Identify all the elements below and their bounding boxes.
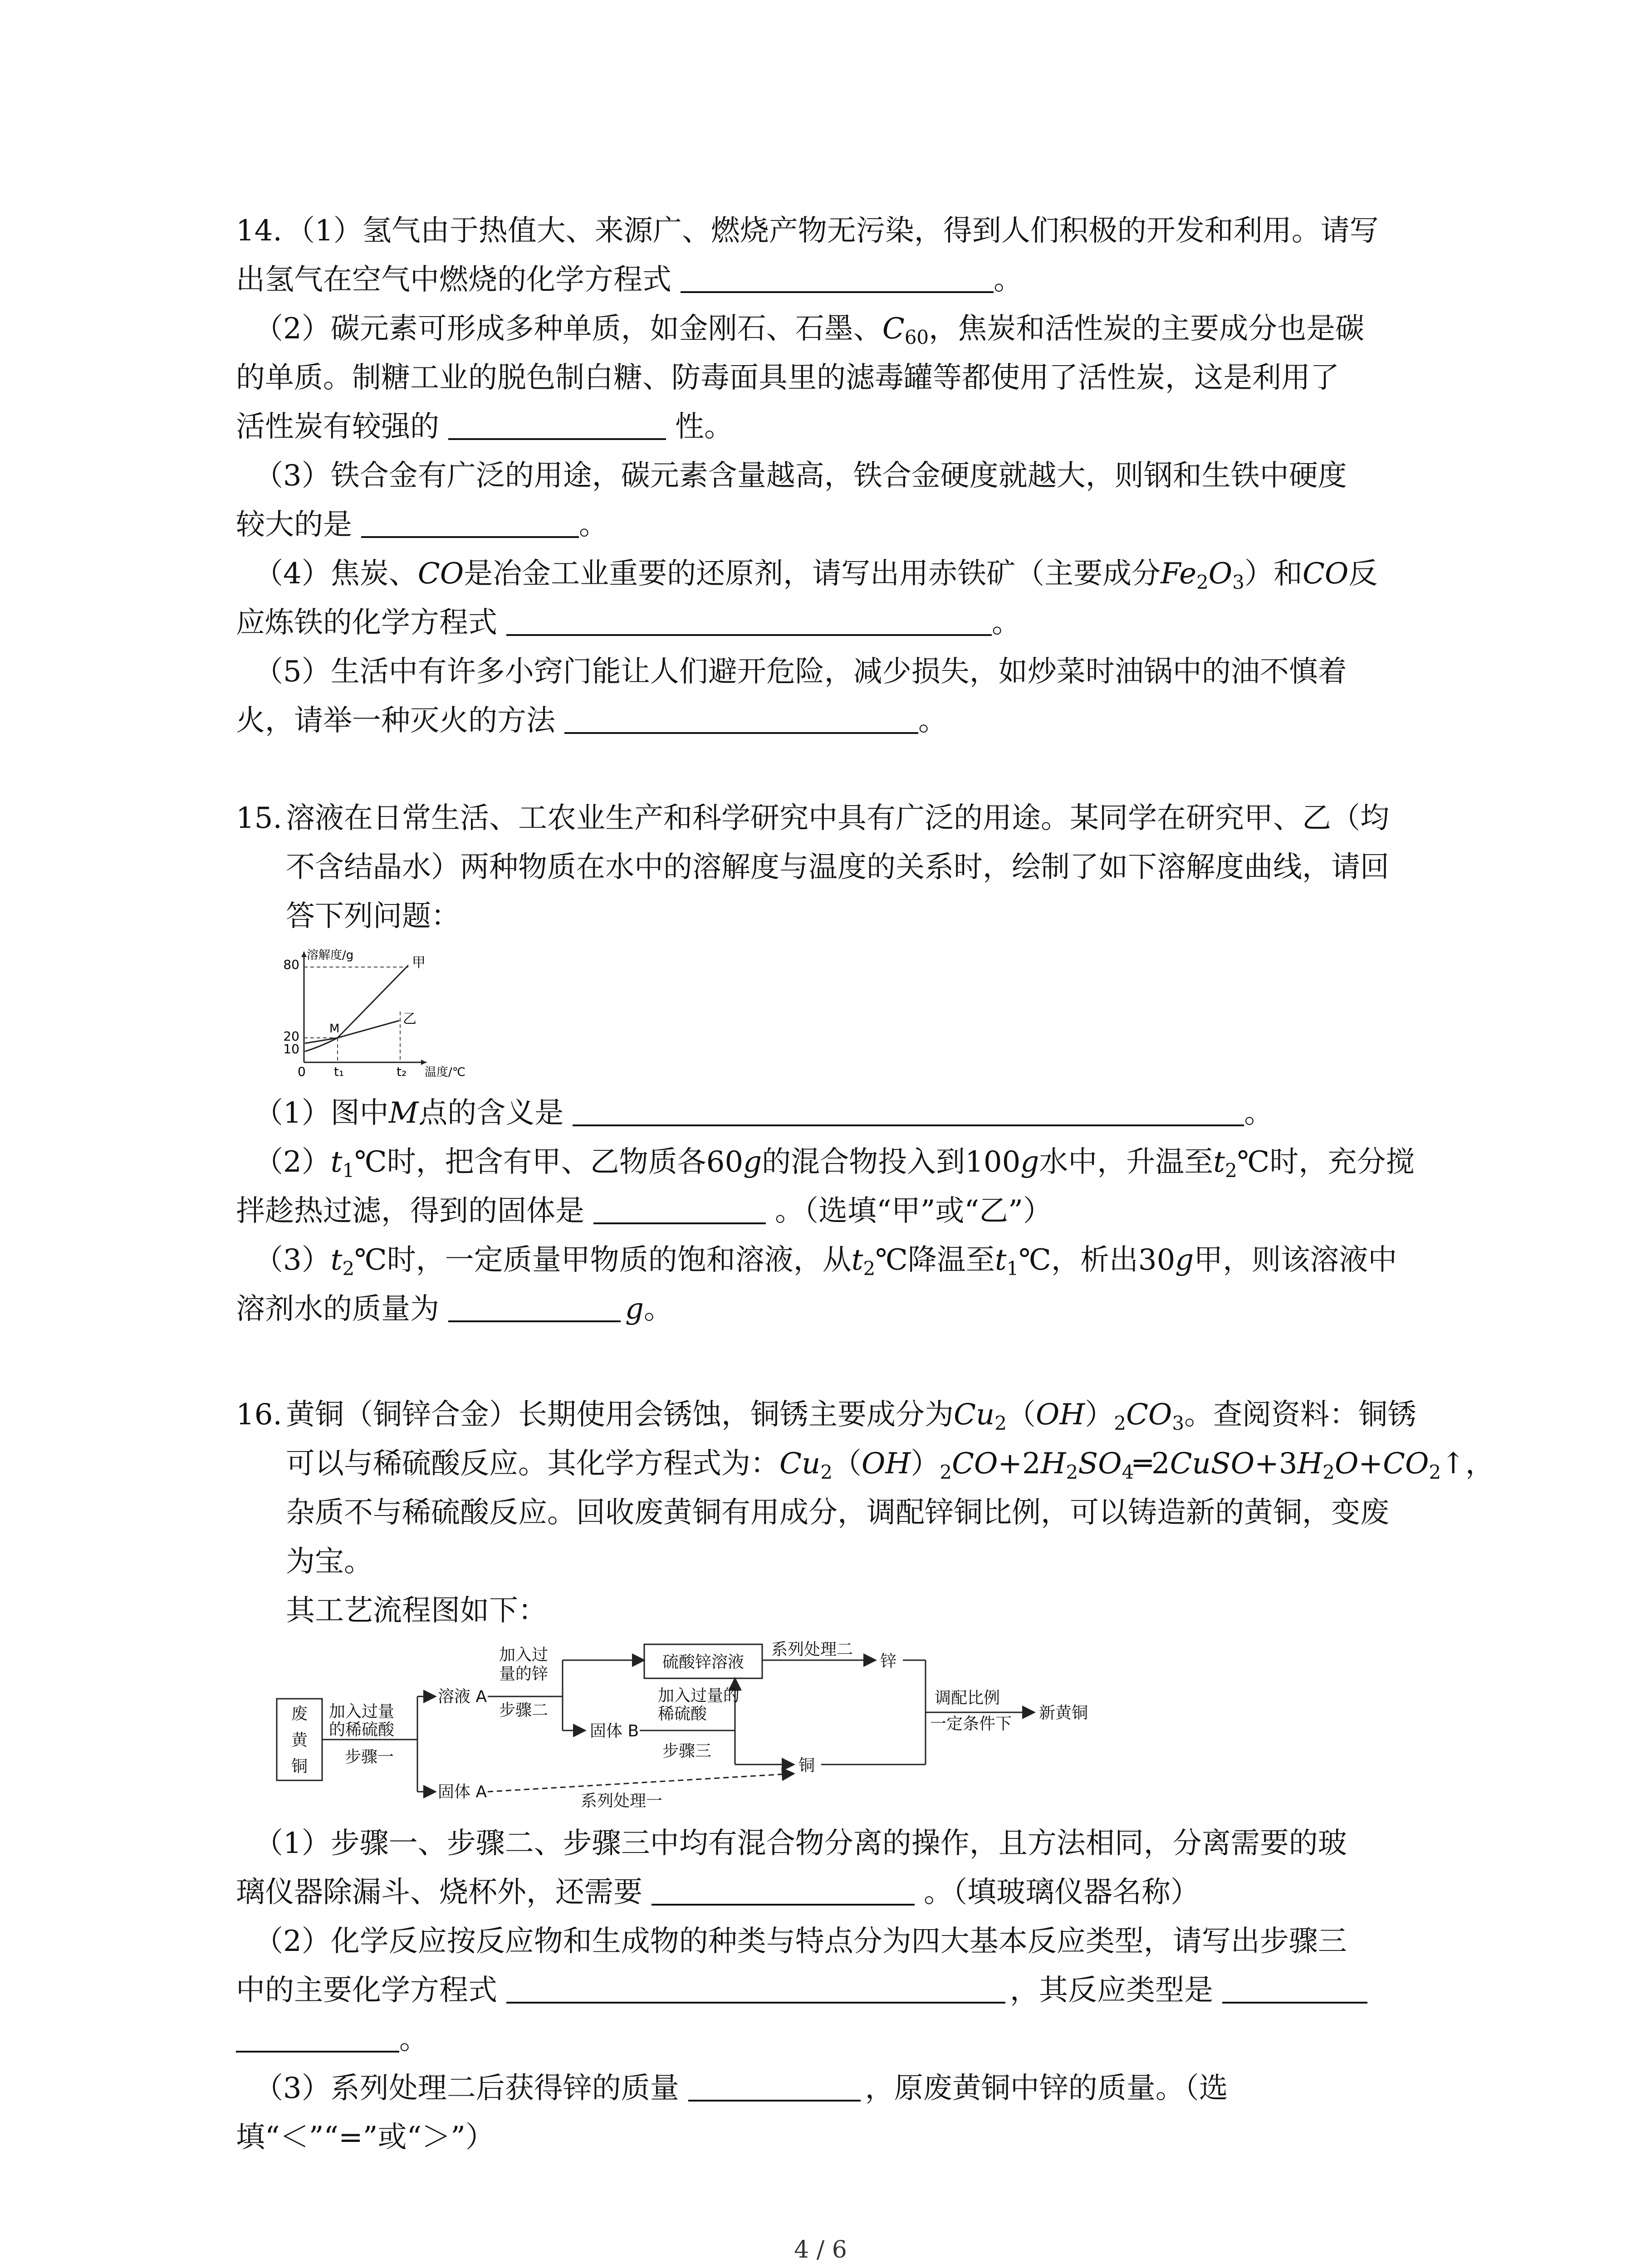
text-line: 。（选填“甲”或“乙”） xyxy=(775,1194,1052,1228)
question-number: 14. xyxy=(236,214,282,248)
question-number: 15. xyxy=(236,802,282,835)
flow-label: 步骤一 xyxy=(345,1748,394,1766)
question-number: 16. xyxy=(236,1398,282,1432)
flow-label: 步骤二 xyxy=(499,1701,549,1720)
text-line: ，其反应类型是 xyxy=(1010,1974,1213,2007)
flow-label: 铜 xyxy=(798,1756,815,1775)
text-line: 点的含义是 xyxy=(418,1096,564,1130)
x-axis-label: 温度/℃ xyxy=(425,1066,465,1079)
waste-label: 黄 xyxy=(291,1731,308,1750)
y-tick-label: 80 xyxy=(283,957,299,972)
text-line: （2）化学反应按反应物和生成物的种类与特点分为四大基本反应类型，请写出步骤三 xyxy=(254,1925,1347,1958)
text-line: ，原废黄铜中锌的质量。（选 xyxy=(865,2072,1228,2105)
text-line: （5）生活中有许多小窍门能让人们避开危险，减少损失，如炒菜时油锅中的油不慎着 xyxy=(254,655,1347,689)
flow-label: 稀硫酸 xyxy=(658,1705,707,1723)
waste-label: 废 xyxy=(291,1705,308,1723)
text-line: 出氢气在空气中燃烧的化学方程式 xyxy=(236,263,671,297)
text-line: ℃时，把含有甲、乙物质各60 xyxy=(354,1145,744,1179)
question-15-parts: （1）图中M点的含义是 。 $(2)t_1℃$时，把含有甲、乙物质各60g的混合物投入到100g水中，升温至$t_2℃$时，充分搅 拌趁热过滤，得到的固体是 。（选填“甲”或“乙”） $(3)t_2℃$时，一定质量甲物质的饱和溶液，从$t_2℃$降温至$t_1℃$，析出30g甲，则该溶液中 溶剂水的质量为 g。 xyxy=(236,1089,1434,1334)
answer-blank[interactable] xyxy=(448,1289,621,1322)
flow-label: 系列处理二 xyxy=(771,1640,853,1659)
text-line: 火，请举一种灭火的方法 xyxy=(236,704,555,738)
text-line: 为宝。 xyxy=(286,1545,373,1579)
flow-label: 的稀硫酸 xyxy=(329,1721,395,1739)
text-line: ℃降温至 xyxy=(875,1243,995,1277)
flow-label: 一定条件下 xyxy=(930,1715,1012,1733)
text-line: 反 xyxy=(1348,557,1378,591)
text-line: 不含结晶水）两种物质在水中的溶解度与温度的关系时，绘制了如下溶解度曲线，请回 xyxy=(286,850,1389,884)
text-line: （1）图中 xyxy=(254,1096,389,1130)
text-line: 的混合物投入到100 xyxy=(762,1145,1021,1179)
text-line: 活性炭有较强的 xyxy=(236,410,439,444)
point-label-m: M xyxy=(329,1022,340,1036)
y-axis-label: 溶解度/g xyxy=(307,948,354,962)
text-line: 。查阅资料：铜锈 xyxy=(1184,1398,1417,1432)
answer-blank[interactable] xyxy=(688,2068,861,2102)
solubility-chart xyxy=(277,943,495,1080)
x-tick-label: t₂ xyxy=(397,1064,407,1079)
flow-label: 溶液 A xyxy=(438,1687,487,1706)
answer-blank[interactable] xyxy=(448,406,666,440)
text-line: 拌趁热过滤，得到的固体是 xyxy=(236,1194,584,1228)
text-line: （3）系列处理二后获得锌的质量 xyxy=(254,2072,679,2105)
answer-blank[interactable] xyxy=(361,504,579,538)
flow-label: 固体 A xyxy=(438,1783,487,1801)
answer-blank[interactable] xyxy=(564,700,918,734)
text-line: 是冶金工业重要的还原剂，请写出用赤铁矿（主要成分 xyxy=(464,557,1161,591)
text-line: （3） xyxy=(254,1243,331,1277)
text-line: 的单质。制糖工业的脱色制白糖、防毒面具里的滤毒罐等都使用了活性炭，这是利用了 xyxy=(236,361,1339,395)
text-line: ℃时，充分搅 xyxy=(1237,1145,1415,1179)
y-tick-label: 10 xyxy=(283,1041,299,1056)
flow-label: 锌 xyxy=(880,1652,897,1671)
text-line: 中的主要化学方程式 xyxy=(236,1974,497,2007)
page-number: 4 / 6 xyxy=(794,2236,847,2263)
flow-label: 量的锌 xyxy=(499,1665,549,1683)
flow-label: 加入过量 xyxy=(329,1702,395,1721)
question-14: 14. （1）氢气由于热值大、来源广、燃烧产物无污染，得到人们积极的开发和利用。请写 出氢气在空气中燃烧的化学方程式 。 （2）碳元素可形成多种单质，如金刚石、石墨、$C_{60}$，焦炭和活性炭的主要成分也是碳 的单质。制糖工业的脱色制白糖、防毒面具里的滤毒罐等都使用了活性炭，这是利用了 活性炭有较强的 性。 （3）铁合金有广泛的用途，碳元素含量越高，铁合金硬度就越大，则钢和生铁中硬度 较大的是 。 （4）焦炭、CO是冶金工业重要的还原剂，请写出用赤铁矿（主要成分$Fe_2O_3$）和CO反 应炼铁的化学方程式 。 （5）生活中有许多小窍门能让人们避开危险，减少损失，如炒菜时油锅中的油不慎着 火，请举一种灭火的方法 。 xyxy=(236,206,1434,745)
answer-blank[interactable] xyxy=(1222,1970,1367,2004)
text-line: 性。 xyxy=(675,410,733,444)
text-line: 应炼铁的化学方程式 xyxy=(236,606,497,640)
series-line-yi xyxy=(305,1021,399,1043)
question-16-parts: （1）步骤一、步骤二、步骤三中均有混合物分离的操作，且方法相同，分离需要的玻 璃仪器除漏斗、烧杯外，还需要 。（填玻璃仪器名称） （2）化学反应按反应物和生成物的种类与特点分为四大基本反应类型，请写出步骤三 中的主要化学方程式 ，其反应类型是 。 （3）系列处理二后获得锌的质量 ，原废黄铜中锌的质量。（选 填“＜”“=”或“＞”） xyxy=(236,1819,1434,2162)
text-line: ℃时，一定质量甲物质的饱和溶液，从 xyxy=(354,1243,852,1277)
text-line: 璃仪器除漏斗、烧杯外，还需要 xyxy=(236,1876,642,1909)
text-line: 黄铜（铜锌合金）长期使用会锈蚀，铜锈主要成分为 xyxy=(286,1398,954,1432)
text-line: 。（填玻璃仪器名称） xyxy=(924,1876,1200,1909)
text-line: （4）焦炭、 xyxy=(254,557,418,591)
answer-blank[interactable] xyxy=(593,1191,766,1224)
process-flow-diagram xyxy=(272,1628,1107,1814)
text-line: ，焦炭和活性炭的主要成分也是碳 xyxy=(929,312,1365,346)
flow-label: 加入过 xyxy=(499,1646,549,1664)
text-line: ）和 xyxy=(1244,557,1303,591)
answer-blank[interactable] xyxy=(652,1872,915,1906)
text-line: （1）氢气由于热值大、来源广、燃烧产物无污染，得到人们积极的开发和利用。请写 xyxy=(286,214,1379,248)
text-line: 可以与稀硫酸反应。其化学方程式为： xyxy=(286,1447,779,1481)
flow-label: 硫酸锌溶液 xyxy=(662,1653,745,1672)
text-line: （2） xyxy=(254,1145,331,1179)
question-15 xyxy=(236,794,1434,941)
waste-label: 铜 xyxy=(291,1757,308,1776)
text-line: ℃，析出30 xyxy=(1019,1243,1176,1277)
text-line: 杂质不与稀硫酸反应。回收废黄铜有用成分，调配锌铜比例，可以铸造新的黄铜，变废 xyxy=(286,1496,1389,1530)
answer-blank[interactable] xyxy=(506,602,992,636)
text-line: （1）步骤一、步骤二、步骤三中均有混合物分离的操作，且方法相同，分离需要的玻 xyxy=(254,1827,1347,1860)
text-line: 水中，升温至 xyxy=(1039,1145,1214,1179)
flow-label: 系列处理一 xyxy=(581,1792,663,1810)
series-line-jia xyxy=(305,965,408,1051)
y-tick-label: 20 xyxy=(283,1029,299,1044)
text-line: 其工艺流程图如下： xyxy=(286,1594,547,1628)
text-line: （3）铁合金有广泛的用途，碳元素含量越高，铁合金硬度就越大，则钢和生铁中硬度 xyxy=(254,459,1347,493)
text-line: 甲，则该溶液中 xyxy=(1194,1243,1397,1277)
question-16: 16. 黄铜（铜锌合金）长期使用会锈蚀，铜锈主要成分为$Cu_2(OH)_2CO_3$。查阅资料：铜锈 可以与稀硫酸反应。其化学方程式为：$Cu_2(OH)_2CO+2H_2SO_4═2CuSO+3H_2O+CO_2↑$， 杂质不与稀硫酸反应。回收废黄铜有用成分，调配锌铜比例，可以铸造新的黄铜，变废 为宝。 其工艺流程图如下： xyxy=(236,1390,1434,1635)
text-line: 溶液在日常生活、工农业生产和科学研究中具有广泛的用途。某同学在研究甲、乙（均 xyxy=(286,802,1389,835)
text-line: 填“＜”“=”或“＞”） xyxy=(236,2121,495,2154)
flow-label: 加入过量的 xyxy=(658,1686,740,1705)
answer-blank[interactable] xyxy=(573,1093,1244,1126)
flow-label: 固体 B xyxy=(590,1722,639,1740)
text-line: 较大的是 xyxy=(236,508,352,542)
x-tick-label: 0 xyxy=(298,1064,306,1079)
text-line: 答下列问题： xyxy=(286,899,460,933)
text-line: 溶剂水的质量为 xyxy=(236,1292,439,1326)
answer-blank[interactable] xyxy=(506,1970,1005,2004)
x-tick-label: t₁ xyxy=(334,1064,344,1079)
flow-label: 步骤三 xyxy=(662,1742,712,1760)
series-label-jia: 甲 xyxy=(412,955,426,971)
flow-label: 调配比例 xyxy=(935,1689,1000,1707)
answer-blank[interactable] xyxy=(236,2019,399,2053)
text-line: （2）碳元素可形成多种单质，如金刚石、石墨、 xyxy=(254,312,882,346)
series-label-yi: 乙 xyxy=(403,1011,416,1027)
answer-blank[interactable] xyxy=(681,259,994,293)
flow-label: 新黄铜 xyxy=(1039,1704,1088,1722)
